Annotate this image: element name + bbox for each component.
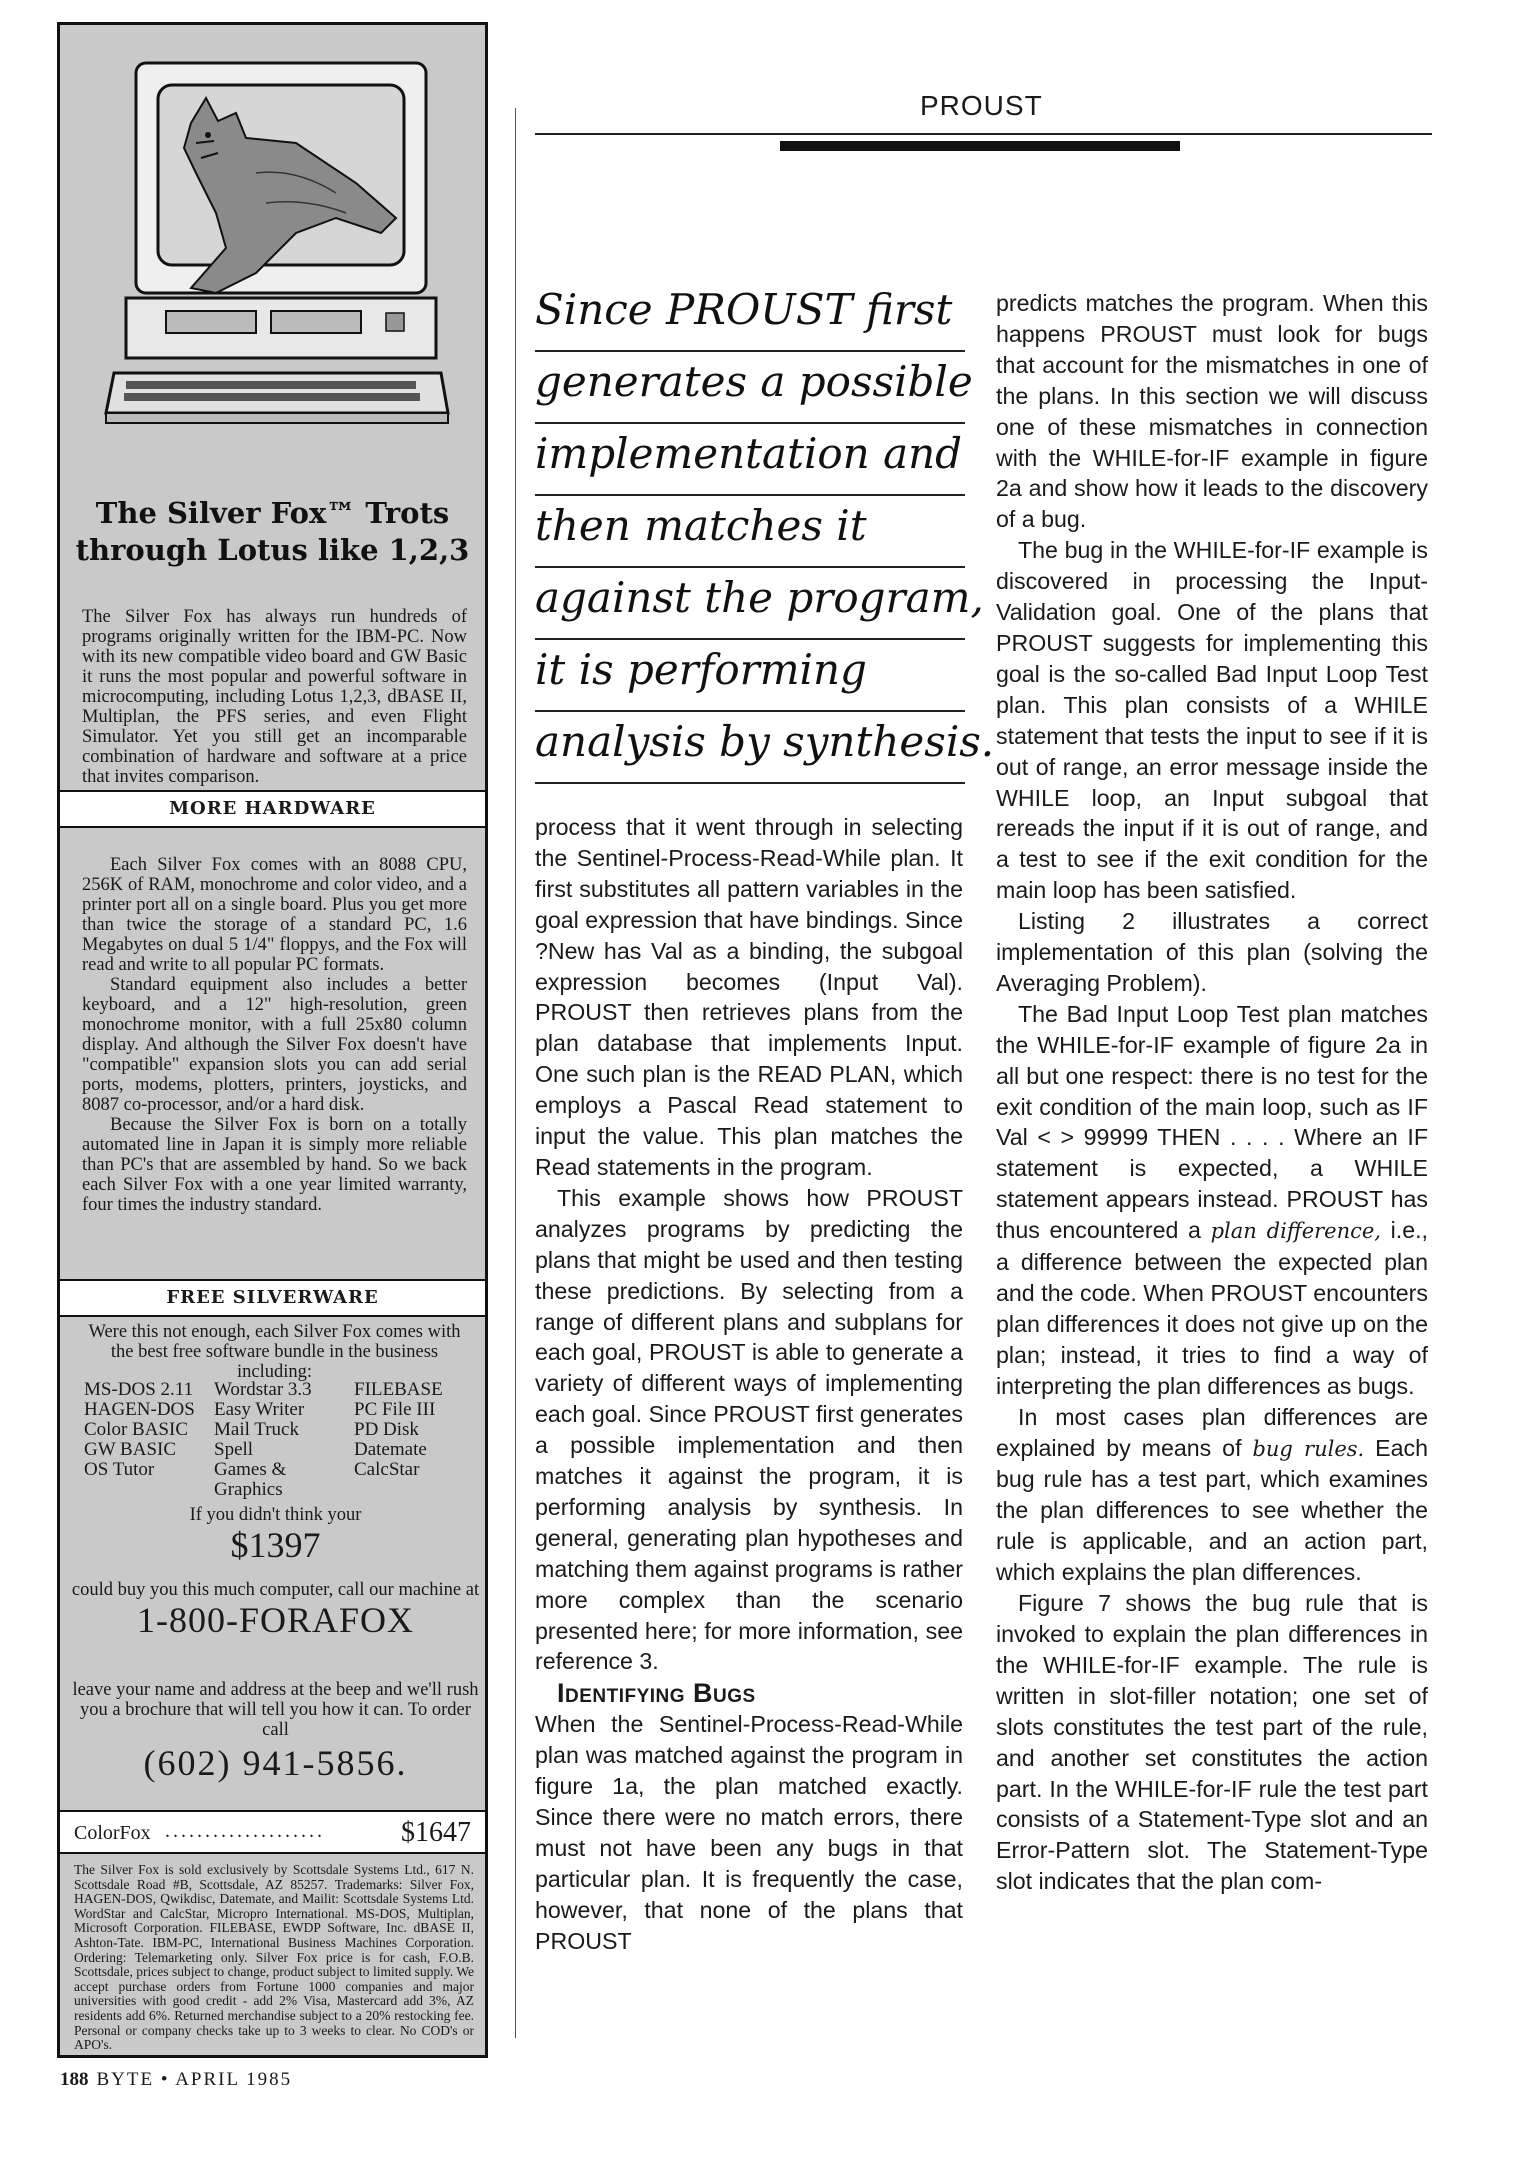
colorfox-label: ColorFox — [74, 1822, 151, 1844]
ad-hardware-text: Each Silver Fox comes with an 8088 CPU, 256K of RAM, monochrome and color video, and a printer port all on a single board. Plus you get more than twice the storage of a standard PC, 1.6 Megabytes on dual 5 1/4" floppys, and the Fox will read and write to all popular PC formats. Standard equipment also includes a better keyboard, and a 12" high-resolution, green monochrome monitor, with a full 25x80 column display. And although the Silver Fox doesn't have "compatible" expansion slots you can add serial ports, modems, plotters, printers, joysticks, and 8087 co-processor, and/or a hard disk. Because the Silver Fox is born on a totally automated line in Japan it is simply more reliable than PC's that are assembled by hand. So we back each Silver Fox with a one year limited warranty, four times the industry standard. — [82, 855, 467, 1215]
paragraph: Listing 2 illustrates a correct implementation of this plan (solving the Averaging Problem). — [996, 908, 1428, 996]
section-heading: Identifying Bugs — [557, 1678, 756, 1709]
price-block: If you didn't think your $1397 — [70, 1505, 481, 1565]
pull-quote-line: Since PROUST first — [535, 280, 965, 352]
more-hardware-band: MORE HARDWARE — [60, 790, 485, 828]
paragraph: Figure 7 shows the bug rule that is invoked to explain the plan differences in the WHILE-for-IF example. The rule is written in slot-filler notation; one set of slots constitutes the test part of the rule, and another set constitutes the action part. In the WHILE-for-IF rule the test part consists of a Statement-Type slot and an Error-Pattern slot. The Statement-Type slot indicates that the plan com- — [996, 1590, 1428, 1895]
column-divider — [515, 108, 516, 2038]
term-bug-rules: bug rules. — [1252, 1436, 1365, 1461]
software-column-3 — [354, 1380, 443, 1480]
paragraph: In most cases plan differences are explained by means of bug rules. Each bug rule has a test part, which examines the plan differences to see whether the rule is applicable, and an action part, which explains the plan differences. — [996, 1403, 1429, 1586]
list-item: MS-DOS 2.11 — [84, 1379, 194, 1400]
pull-quote-line: generates a possible — [535, 352, 965, 424]
leader-dots: .................... — [165, 1820, 325, 1842]
ad-intro-text: The Silver Fox has always run hundreds of programs originally written for the IBM-PC. Now with its new compatible video board and GW Basic it runs the most popular and powerful software in microcomputing, including Lotus 1,2,3, dBASE II, Multiplan, the PFS series, and even Flight Simulator. Yet you still get an incomparable combination of hardware and software at a price that invites comparison. — [82, 607, 467, 787]
software-column-2 — [214, 1380, 312, 1500]
pull-quote-line: it is performing — [535, 640, 965, 712]
list-item: GW BASIC — [84, 1439, 177, 1460]
list-item: PC File III — [354, 1399, 436, 1420]
header-rule — [535, 133, 1432, 135]
free-silverware-band: FREE SILVERWARE — [60, 1279, 485, 1317]
list-item: OS Tutor — [84, 1459, 155, 1480]
header-bar — [780, 141, 1180, 151]
list-item: Games & — [214, 1459, 287, 1480]
ad-headline: The Silver Fox™ Trots through Lotus like 1,2,3 — [75, 496, 470, 567]
call-block: could buy you this much computer, call our machine at 1-800-FORAFOX — [71, 1580, 480, 1640]
paragraph: When the Sentinel-Process-Read-While plan was matched against the program in figure 1a, the plan matched exactly. Since there were no match errors, there must not have been any bugs in that particular plan. It is frequently the case, however, that none of the plans that PROUST — [535, 1711, 963, 1954]
term-plan-difference: plan difference, — [1210, 1219, 1381, 1244]
list-item: Graphics — [214, 1479, 283, 1500]
list-item: Easy Writer — [214, 1399, 305, 1420]
leave-message-text: leave your name and address at the beep and we'll rush you a brochure that will tell you how it can. To order call — [72, 1680, 479, 1740]
article-column-right — [996, 288, 1428, 1897]
computer-with-fox-illustration — [96, 43, 456, 483]
list-item: FILEBASE — [354, 1379, 443, 1400]
pull-quote-line: implementation and — [535, 424, 965, 496]
silverware-intro: Were this not enough, each Silver Fox comes with the best free software bundle in the business including: — [88, 1322, 461, 1382]
running-head: PROUST — [920, 90, 1043, 121]
paragraph: This example shows how PROUST analyzes programs by predicting the plans that might be used and then testing these predictions. By selecting from a range of different plans and subplans for each goal, PROUST is able to generate a variety of different ways of implementing each goal. Since PROUST first generates a possible implementation and then matches it against the program, it is performing analysis by synthesis. In general, generating plan hypotheses and matching them against programs is rather more complex than the scenario presented here; for more information, see reference 3. — [535, 1184, 963, 1675]
page-footer — [60, 2069, 292, 2091]
pull-quote-line: against the program, — [535, 568, 965, 640]
silver-fox-advertisement — [57, 22, 488, 2058]
list-item: Datemate — [354, 1439, 427, 1460]
paragraph: predicts matches the program. When this happens PROUST must look for bugs that account for the mismatches in one of the plans. In this section we will discuss one of these mismatches in connection with the WHILE-for-IF example in figure 2a and show how it leads to the discovery of a bug. — [996, 290, 1428, 533]
list-item: HAGEN-DOS — [84, 1399, 195, 1420]
toll-free-number: 1-800-FORAFOX — [136, 1600, 415, 1640]
list-item: PD Disk — [354, 1419, 419, 1440]
software-column-1 — [84, 1380, 195, 1480]
list-item: Spell — [214, 1439, 254, 1460]
paragraph: The Bad Input Loop Test plan matches the WHILE-for-IF example of figure 2a in all but one respect: there is no test for the exit condition of the main loop, such as IF Val < > 99999 THEN . . . . Where an IF statement is expected, a WHILE statement appears instead. PROUST has thus encountered a plan difference, i.e., a difference between the expected plan and the code. When PROUST encounters plan differences it does not give up on the plan; instead, it tries to find a way of interpreting the plan differences as bugs. — [996, 1000, 1428, 1399]
publication-line: BYTE • APRIL 1985 — [96, 2069, 293, 2090]
paragraph: The bug in the WHILE-for-IF example is discovered in processing the Input-Validation goal. One of the plans that PROUST suggests for implementing this goal is the so-called Bad Input Loop Test plan. This plan consists of a WHILE statement that tests the input to see if it is out of range, an error message inside the WHILE loop, an Input subgoal that rereads the input if it is out of range, and a test to see if the exit condition for the main loop has been satisfied. — [996, 537, 1428, 904]
list-item: Color BASIC — [84, 1419, 188, 1440]
pull-quote-line: then matches it — [535, 496, 965, 568]
list-item: CalcStar — [354, 1459, 420, 1480]
paragraph: process that it went through in selecting the Sentinel-Process-Read-While plan. It first substitutes all pattern variables in the goal expression that have bindings. Since ?New has Val as a binding, the subgoal expression becomes (Input Val). PROUST then retrieves plans from the plan database that implements Input. One such plan is the READ PLAN, which employs a Pascal Read statement to input the value. This plan matches the Read statements in the program. — [535, 814, 963, 1180]
ad-fine-print: The Silver Fox is sold exclusively by Scottsdale Systems Ltd., 617 N. Scottsdale Road #B, Scottsdale, AZ 85257. Trademarks: Silver Fox, HAGEN-DOS, Qwikdisc, Datemate, and Mailit: Scottsdale Systems Ltd. WordStar and CalcStar, Micropro International. MS-DOS, Multiplan, Microsoft Corporation. FILEBASE, EWDP Software, Inc. dBASE II, Ashton-Tate. IBM-PC, International Business Machines Corporation. Ordering: Telemarketing only. Silver Fox price is for cash, F.O.B. Scottsdale, prices subject to change, product subject to limited supply. We accept purchase orders from Fortune 1000 companies and major universities with good credit - add 2% Visa, Mastercard add 3%, AZ residents add 6%. Returned merchandise subject to a 20% restocking fee. Personal or company checks take up to 3 weeks to clear. No COD's or APO's. — [74, 1862, 474, 2053]
list-item: Mail Truck — [214, 1419, 299, 1440]
colorfox-price-row — [60, 1810, 485, 1854]
pull-quote-line: analysis by synthesis. — [535, 712, 965, 784]
list-item: Wordstar 3.3 — [214, 1379, 312, 1400]
price: $1397 — [230, 1525, 321, 1565]
order-phone-number: (602) 941-5856. — [143, 1743, 408, 1783]
article-column-middle — [535, 812, 963, 1957]
page-number: 188 — [60, 2069, 89, 2090]
colorfox-price: $1647 — [401, 1817, 471, 1848]
pull-quote — [535, 280, 995, 784]
